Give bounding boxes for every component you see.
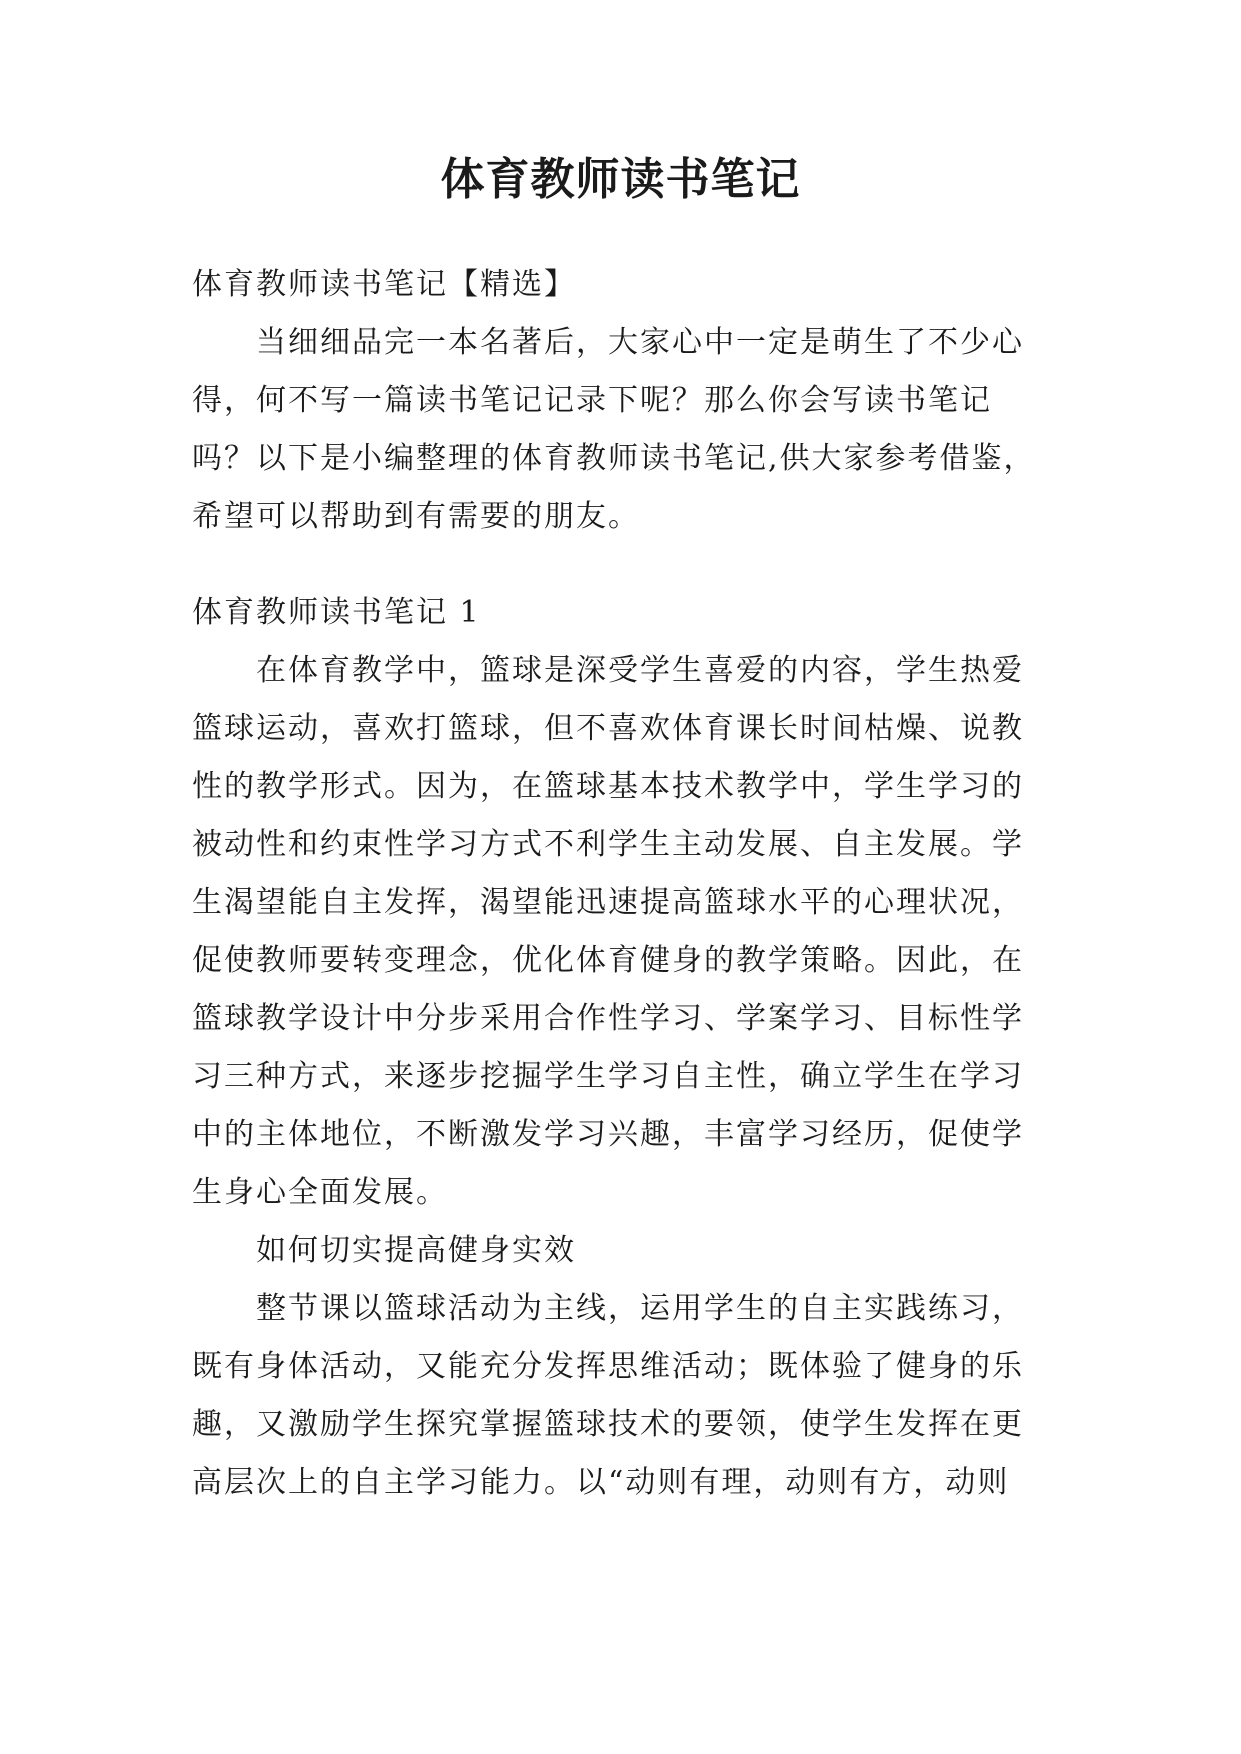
paragraph-line: 中的主体地位，不断激发学习兴趣，丰富学习经历，促使学 — [192, 1117, 1024, 1152]
paragraph-line: 整节课以篮球活动为主线，运用学生的自主实践练习， — [256, 1291, 1024, 1326]
paragraph-line: 生渴望能自主发挥，渴望能迅速提高篮球水平的心理状况， — [192, 885, 1024, 920]
paragraph-line: 既有身体活动，又能充分发挥思维活动；既体验了健身的乐 — [192, 1349, 1024, 1384]
paragraph-line: 被动性和约束性学习方式不利学生主动发展、自主发展。学 — [192, 827, 1024, 862]
paragraph-line: 性的教学形式。因为，在篮球基本技术教学中，学生学习的 — [192, 769, 1024, 804]
paragraph-line: 得，何不写一篇读书笔记记录下呢？那么你会写读书笔记 — [192, 383, 992, 418]
paragraph-line: 希望可以帮助到有需要的朋友。 — [192, 499, 640, 534]
intro-paragraph — [192, 314, 1058, 546]
paragraph-line: 当细细品完一本名著后，大家心中一定是萌生了不少心 — [256, 325, 1024, 360]
paragraph-line: 篮球运动，喜欢打篮球，但不喜欢体育课长时间枯燥、说教 — [192, 711, 1024, 746]
section-paragraph — [192, 642, 1058, 1222]
paragraph-line: 趣，又激励学生探究掌握篮球技术的要领，使学生发挥在更 — [192, 1407, 1024, 1442]
intro-heading: 体育教师读书笔记【精选】 — [192, 267, 576, 302]
paragraph-line: 生身心全面发展。 — [192, 1175, 448, 1210]
paragraph-line: 促使教师要转变理念，优化体育健身的教学策略。因此，在 — [192, 943, 1024, 978]
paragraph-line: 在体育教学中，篮球是深受学生喜爱的内容，学生热爱 — [256, 653, 1024, 688]
document-title: 体育教师读书笔记 — [440, 154, 801, 205]
paragraph-line: 习三种方式，来逐步挖掘学生学习自主性，确立学生在学习 — [192, 1059, 1024, 1094]
paragraph-line: 篮球教学设计中分步采用合作性学习、学案学习、目标性学 — [192, 1001, 1024, 1036]
section-spacer — [192, 546, 1058, 584]
document-body — [192, 256, 1058, 1512]
paragraph-line: 高层次上的自主学习能力。以“动则有理，动则有方，动则 — [192, 1465, 1010, 1500]
section-paragraph — [192, 1280, 1058, 1512]
section-subheading: 如何切实提高健身实效 — [256, 1233, 576, 1268]
paragraph-line: 吗？以下是小编整理的体育教师读书笔记,供大家参考借鉴， — [192, 441, 1036, 476]
section-heading: 体育教师读书笔记 1 — [192, 595, 481, 630]
